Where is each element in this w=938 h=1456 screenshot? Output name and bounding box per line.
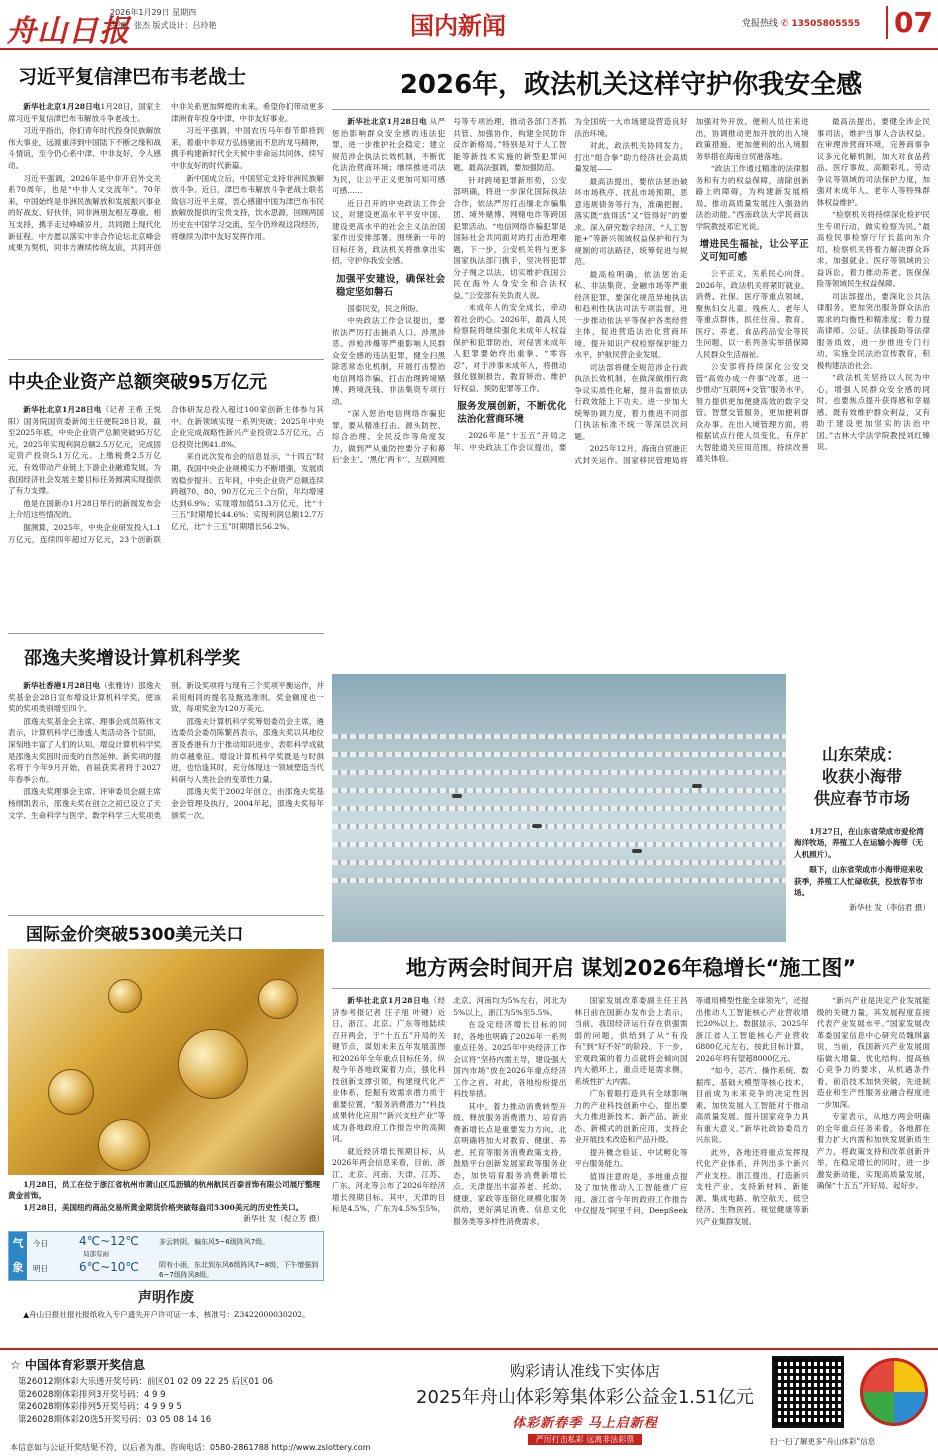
photo-caption	[8, 1179, 324, 1225]
article-paragraph: 值得注意的是，多地重点提及了加快推动人工智能推广应用。浙江省今年的政府工作报告中仅提及“阿里千问、DeepSeek等通用模型性能全球领先”，还提出推动人工智能核心产业营收增长20%以上。数据显示，2025年浙江省人工智能核心产业营收6800亿元左右，按此目标计算，2026年将有望超8000亿元。	[574, 996, 809, 1215]
kelp-title	[794, 744, 930, 810]
lottery-result: 第26012期体彩大乐透开奖号码：前区01 02 09 22 25 后区01 06	[18, 1377, 273, 1387]
lottery-slogan: 体彩新春季 马上启新程	[512, 1416, 658, 1431]
phone-icon: ✆	[780, 19, 789, 29]
article-paragraph: 习近平强调，中国农历马年春节即将到来，着重中非双方弘扬驰而不息的龙马精神，携手构建新时代全天候中非命运共同体，续写中非友好的时代新篇。	[171, 126, 324, 170]
photo-credit: 新华社 发（倪立芳 摄）	[243, 1214, 324, 1224]
lottery-result: 第26028期体彩排列5开奖号码：4 9 9 9 5	[18, 1402, 182, 1413]
today-wind: 多云转阴，偏东风5~6级阵风7级。	[159, 1237, 270, 1246]
qr-code-icon[interactable]	[772, 1356, 844, 1428]
gold-pendant-image	[98, 1119, 150, 1171]
kelp-farm-photo	[332, 674, 786, 942]
lottery-warning	[440, 1434, 730, 1445]
article-paragraph: 来自此次发布会的信息显示，“十四五”时期，我国中央企业规模实力不断增强，发展质效稳步提升。五年间，中央企业资产总额连续跨越70、80、90万亿元三个台阶，年均增速达到6.9%；实现增加值51.3万亿元，比“十三五”时期增长44.6%；实现利润总额12.7万亿元，比“十三五”时期增长56.2%。	[171, 452, 324, 531]
article-paragraph: 邵逸夫奖于2002年创立，由邵逸夫奖基金会管理及执行，2004年起，邵逸夫奖每年颁奖一次。	[171, 787, 324, 820]
article-paragraph: “新兴产业是决定产业发展能级的关键力量，其发展程度直接代表产业发展水平。”国家发展改革委国家信息中心研究员魏琪嘉说，当前，我国新兴产业发展面临做大增量、优化结构、提高核心竞争力的要求，从机遇条件看，前沿技术加快突破，先进制造业和生产性服务业融合程度进一步加深。	[816, 996, 930, 1109]
kelp-title-line: 收获小海带	[821, 767, 902, 786]
section-title: 国内新闻	[410, 12, 506, 40]
kelp-caption	[794, 674, 930, 913]
caption-line: 眼下，山东省荣成市小海带迎来收获季，养殖工人忙碌收获，投放春节市场。	[794, 865, 924, 898]
article-dateline: 新华社北京1月28日电	[23, 102, 101, 111]
article-paragraph: 司法部提出，要深化公共法律服务，更加突出服务群众法治需求的均衡性和精准度；着力提高律师、公证、法律援助等法律服务质效，进一步推进专门行动，实施全民法治宣传教育，积极构建法治社会。	[816, 291, 930, 370]
weather-box	[8, 1231, 324, 1281]
article-paragraph: 新中国成立后，中国坚定支持非洲民族解放斗争。近日，津巴布韦解放斗争老战士联名致信习近平主席，衷心感谢中国为津巴布韦民族解放提供的宝贵支持，饮水思源，回顾两国历史在中国学习交流、至今仍珍视这段经历，将继续为津中友好发挥作用。	[171, 173, 324, 241]
article-paragraph: 公平正义，关系民心向背。2026年，政法机关将紧盯就业、消费、社保、医疗等重点领域，聚焦妇女儿童、残疾人、老年人等重点群体，抓住住房、教育、医疗、养老、食品药品安全等民生问题，以一系列务实举措保障人民群众生活福祉。	[695, 269, 809, 359]
article-paragraph: 广东着眼打造具有全球影响力的产业科技创新中心，提出要大力推进新技术、新产品、新业态、新模式的创新应用，支持企业开展技术改造和产品升级。	[574, 1089, 688, 1144]
gold-pendant-image	[178, 1029, 248, 1099]
lottery-ad-line: 购彩请认准线下实体店	[509, 1362, 660, 1380]
subheading: 服务发展创新，不断优化法治化营商环境	[457, 401, 567, 425]
article-paragraph: “检察机关将持续深化检护民生专项行动，做实检察为民。”最高检民事检察厅厅长蓝向东介绍，检察机关将着力解决群众诉求，加强就业、医疗等领域的公益诉讼，着力推动养老、医保保险等领域民生权益保障。	[816, 210, 930, 288]
masthead: 舟山日报	[6, 14, 130, 49]
soe-article	[8, 364, 324, 634]
caption-line: 1月28日，员工在位于浙江省杭州市萧山区瓜沥镇的杭州航民百泰首饰有限公司展厅整理黄金首饰。	[8, 1180, 321, 1201]
article-paragraph: 2025年12月，海南自贸港正式封关运作。国家移民管理局将加强对外开放、便利人员往来进出，协调推动更加开放的出入境政策措施、更加便利的出入境服务举措在海南自贸港落地。	[574, 117, 809, 465]
boat-icon	[692, 784, 702, 788]
sports-lottery-logo-icon	[860, 1358, 928, 1426]
lottery-section	[0, 1348, 938, 1456]
today-condition: 局部有雨	[83, 1249, 109, 1258]
page-header	[0, 0, 938, 50]
article-title: 中央企业资产总额突破95万亿元	[8, 372, 268, 393]
article-paragraph: 国泰民安，民之所盼。	[347, 303, 424, 313]
gold-pendant-image	[48, 1069, 94, 1115]
article-body	[8, 680, 324, 822]
article-paragraph: 据测算，2025年，中央企业研发投入1.1万亿元，连续四年超过万亿元，23个创新联合体研发总投入超过100家创新主体参与其中。在新领域实现一系列突破；2025年中央企业完成战略性新兴产业投资2.5万亿元，占总投资比例41.8%。	[8, 405, 324, 544]
article-paragraph: 习近平指出，你们青年时代投身民族解放伟大事业，远渡重洋到中国陆下不断之缘和战斗情谊，至今仍心系中津、中非友好，令人感动。	[8, 126, 161, 170]
lottery-heading	[10, 1356, 145, 1373]
article-paragraph: 未成年人的安全成长，牵动着社会的心。2026年，最高人民检察院将继续强化未成年人权益保护和犯罪防治，对侵害未成年人犯罪要始终出重拳、“零容忍”，对于涉事未成年人，将推动强化强制报告、教育矫治、维护好权益、预防犯罪等工作。	[453, 303, 567, 393]
caption-line: 1月27日，在山东省荣成市爱伦湾海洋牧场，养殖工人在运输小海带（无人机照片）。	[794, 827, 924, 859]
gold-pendant-image	[258, 979, 298, 1019]
article-paragraph: 从严惩治影响群众安全感的违法犯罪，进一步推护社会稳定；建立规范涉企执法长效机制，不断优化法治营商环境；继续推进司法为民，让公平正义更加可知可感可感……	[332, 117, 446, 195]
hotline	[742, 16, 860, 29]
kelp-title-line: 山东荣成：	[821, 745, 902, 764]
article-paragraph: 提升概念验证、中试孵化等平台服务能力。	[574, 1147, 688, 1168]
article-body	[8, 404, 324, 545]
article-paragraph: （张雅诗）邵逸夫奖基金会28日宣布增设计算机科学奖，使该奖的奖项类别增至四个。	[8, 681, 161, 714]
article-title: 邵逸夫奖增设计算机科学奖	[24, 648, 240, 669]
article-paragraph: 邵逸夫计算机科学奖筹划委员会主席，遴选委员会委员陈繁昌表示，邵逸夫奖以其地位普及香港有力于推动知识进步、表彰科学成就的卓越象征。增设计算机科学奖既是与时俱进，也恰逢其时，充分体现这一领域塑造当代科研与人类社会的变革性力量。	[171, 716, 324, 784]
notice-body: ▲舟山日报社报社报纸收入专户遗失开户许可证一本，核准号：Z3422000030202。	[23, 1309, 310, 1319]
weather-label: 气象	[9, 1232, 27, 1280]
article-title: 国际金价突破5300美元关口	[26, 925, 244, 945]
article-paragraph: （经济参考报记者 汪子旭 叶键）近日，浙江、北京、广东等地陆续召开两会，于“十五五”开局的关键节点，谋划未来五年发展蓝图和2026年全年重点目标任务，纵观今年各地政策着力点，强化科技创新支撑引领，构建现代化产业体系，挖掘有效需求潜力质于重要位置，“服务消费潜力”“科技成果转化应用”“新兴支柱产业”等成为各地政府工作报告中的高频词。	[332, 996, 446, 1143]
hotline-number: 13505805555	[791, 19, 861, 29]
article-paragraph: 就近经济增长预期目标，从2026年两会信息来看，目前，浙江、北京、河南、天津、江苏、广东、河北等公布了2026年经济增长预期目标。其中，天津的目标是4.5%，广东为4.5%至5%，北京、河南均为5%左右，河北为5%以上，浙江为5%至5.5%。	[332, 996, 567, 1213]
qr-caption: 扫一扫了解更多“舟山体彩”信息	[770, 1437, 876, 1446]
article-paragraph: 其中，着力推动消费转型升级、释放服务消费潜力、培育消费新增长点是重要发力方向。北京明确将加大对教育、健康、养老、托育等服务消费政策支持，鼓励平台创新发展家政等服务业态，加快培育服务消费新增长点。天津提出丰富养老、托幼、健康、家政等连锁化规模化服务供给，更好满足消费、信息文化服务类等多样性消费需求。	[453, 1101, 567, 1226]
article-paragraph: 此外，各地还将重点发挥现代化产业体系，并列出多个新兴产业支柱。浙江提出，打造新兴支柱产业，支持新材料、新能源、集成电路、航空航天、低空经济、生物医药、视觉健康等新兴产业集群发展。	[695, 1147, 809, 1226]
kelp-row	[332, 806, 786, 811]
article-dateline: 新华社北京1月28日电	[23, 405, 102, 414]
article-paragraph: “如今，芯片、操作系统、数据库、基础大模型等核心技术，目前成为未来竞争的决定性因素。加快发展人工智能对于推动高质量发展、提升国家竞争力具有重大意义。”新华社政协委员方兴东说。	[695, 1066, 809, 1144]
kelp-row	[332, 788, 786, 793]
boat-icon	[632, 849, 642, 853]
boat-icon	[532, 824, 542, 828]
article-paragraph: “政法机关坚持以人民为中心，增强人民群众安全感的同时，也要焦点提升获得感和幸福感。既有效维护群众利益，又有助于建设更加坚实的法治中国。”吉林大学法学院教授刘红臻说。	[816, 373, 930, 451]
article-paragraph: 习近平强调，2026年是中非开启外交关系70周年，也是“中非人文交流年”。70年来，中国始终是非洲民族解放和发展振兴事业的好战友、好伙伴，同非洲朋友相互尊重、相互支持，携手走过峥嵘岁月，共同踏上现代化新征程。中方愿以落实中非合作论坛北京峰会成果为契机，同非方赓续传统友谊，共同开创中非关系更加辉煌的未来。希望你们带动更多津洲青年投身中津、中非友好事业。	[8, 102, 324, 253]
article-paragraph: 邵逸夫奖理事会主席、评审委员会副主席杨纲凯表示，邵逸夫奖在创立之初已设立了天文学、生命科学与医学、数学科学三大奖项类别。新设奖项将与现有三个奖项平衡运作，并采用相同的提名及甄选准则。奖金额度也一致，每项奖金为120万美元。	[8, 681, 324, 820]
article-dateline: 新华社北京1月28日电	[347, 117, 427, 126]
notice-title: 声明作废	[138, 1289, 194, 1306]
article-dateline: 新华社北京1月28日电	[347, 996, 430, 1005]
lottery-footer: 本信息如与公证开奖结果不符，以后者为准。咨询电话：0580-2861788 http://www.zslottery.com	[10, 1443, 371, 1452]
editors-line: 责编：张杰 版式设计：吕玲艳	[110, 21, 217, 30]
article-paragraph: 对此，政法机关协同发力，打出“组合拳”助力经济社会高质量发展——	[574, 141, 688, 173]
header-meta	[110, 6, 217, 32]
subheading: 加强平安建设，确保社会稳定坚如磐石	[336, 273, 446, 298]
caption-line: 1月28日，美国纽约商品交易所黄金期货价格突破每盎司5300美元的历史性关口。	[23, 1202, 304, 1212]
article-paragraph: 最高法提出，要依法惩治破坏市场秩序、扰乱市场预期、恶意违规债务等行为，准确把握、落实既“放得活”又“管得好”的要求。深入研究数字经济、“人工智能+”等新兴领域权益保护和行为规制的司法路径，统筹促进与规范。	[574, 176, 688, 266]
lottery-ad-line: 2025年舟山体彩筹集体彩公益金1.51亿元	[416, 1387, 754, 1408]
article-paragraph: 公安部将持续深化公安交管“高效办成一件事”改革，进一步推动“互联网+交管”服务水平，努力提供更加便捷高效的数字交管、智慧交管服务，更加便利群众办事。在出入境管理方面，将根据试点行使人员变化，有序扩大智能通关应用范围，持续改善通关体验。	[695, 362, 809, 463]
kelp-row	[332, 842, 786, 847]
shaw-article	[8, 638, 324, 916]
lottery-warning-text: 严厉打击私彩 远离非法彩票	[528, 1434, 643, 1445]
gold-pendant-image	[108, 979, 142, 1013]
right-column	[332, 60, 930, 1437]
kelp-title-line: 供应春节市场	[813, 789, 910, 808]
gold-article	[8, 920, 324, 1225]
kelp-row	[332, 734, 786, 739]
today-label: 今日	[33, 1238, 48, 1248]
article-body	[8, 101, 324, 254]
article-paragraph: 邵逸夫奖基金会主席、理事会成员陈伟文表示，计算机科学已渗透人类活动各个层面，深刻地丰富了人们的认知。增设计算机科学奖是邵逸夫奖因时而变的自然延伸。新奖项的提名将于今年9月开始，首届获奖者将于2027年春季公布。	[8, 716, 161, 784]
kelp-row	[332, 752, 786, 757]
article-paragraph: “深入惩治电信网络诈骗犯罪，要从精准打击、源头防控、综合治理、全民反诈等角度发力，做到严从重防控要分子和幕后‘金主’、‘黑化’两卡‘’、互联网账号等专项治理，推动各部门齐抓共管、加强协作，构建全民防诈反诈新格局。”特别是对于人工智能等新技术实施的新型犯罪问题，最高法强调，要加强防范。	[332, 117, 567, 464]
kelp-row	[332, 824, 786, 829]
article-paragraph: 国家发展改革委副主任王昌林日前在国新办发布会上表示，当前，我国经济运行存在供强需弱的问题，供给到了从“有没有”到“好不好”的阶段。下一步，宏观政策的着力点就将会倾向国内大循环上，重点还是需求侧，系统性扩大内需。	[574, 996, 688, 1086]
star-icon: ☆	[10, 1358, 21, 1372]
date-line: 2026年1月29日 星期四	[110, 8, 197, 17]
tomorrow-label: 明日	[33, 1263, 48, 1273]
today-temp: 4℃~12℃	[79, 1233, 139, 1248]
left-column	[8, 60, 324, 1320]
kelp-row	[332, 770, 786, 775]
article-paragraph: 1月28日，国家主席习近平复信津巴布韦解放斗争老战士。	[8, 102, 161, 123]
subheading: 增进民生福祉，让公平正义可知可感	[699, 239, 809, 263]
article-paragraph: （记者 王希 王悦阳）国务院国资委新闻主任便院28日说，截至2025年底，中央企业资产总额突破95万亿元，2025年实现利润总额2.5万亿元，完成固定资产投资5.1万亿元。上缴税费2.5万亿元，有效带动产业链上下游企业融通发展，为我国经济社会发展主要目标任务圆满实现提供了有力支撑。	[8, 405, 161, 496]
lead-article-body	[332, 116, 930, 668]
article-paragraph: “政法工作通过精准的法律服务和有力的权益保障，清除创新路上的障碍，为构建新发展格局、推动高质量发展注入强劲的法治动能。”西南政法大学民商法学院教授邓宏光说。	[695, 164, 809, 231]
kelp-photo-row	[332, 674, 930, 942]
page-number: 07	[886, 6, 934, 39]
kelp-row	[332, 878, 786, 883]
article-paragraph: 中央政法工作会议提出，要依法严厉打击捕杀人口、涉黑涉恶、涉枪涉爆等严重影响人民群众安全感的违法犯罪，健全扫黑除恶常态化机制，开展打击整治电信网络诈骗、打击治理跨境赌博、跨境洗钱、非法集资专项行动。	[332, 316, 446, 406]
article-paragraph: 司法部将健全规范涉企行政执法长效机制，在做深做细行政争议实质性化解，提升监督依法行政效能上下功夫。进一步加大统筹协调力度，着力推进不同部门执法标准不统一等深层次问题。	[574, 362, 688, 441]
article-paragraph: 最高检明确，依法惩治走私、非法集资、金融市场等严重经济犯罪，要深化规范异地执法和趋利性执法司法专项监督，进一步推动依法平等保护各类经营主体，促进营造法治化营商环境。提升知识产权检察保护能力水平，护航民营企业发展。	[574, 269, 688, 359]
lottery-result: 第26028期体彩20选5开奖号码：03 05 08 14 16	[18, 1414, 212, 1425]
article-title: 习近平复信津巴布韦老战士	[18, 66, 247, 88]
xi-article	[8, 60, 324, 360]
tomorrow-wind: 阴有小雨，东北到东风6级阵风7~8级，下午增强到6~7级阵风8级。	[159, 1260, 319, 1279]
gold-jewelry-photo	[8, 949, 324, 1175]
boat-icon	[452, 794, 462, 798]
article-paragraph: 针对跨境犯罪新形势，公安部明确，将进一步深化国际执法合作，依法严厉打击缅北诈骗集团、境外赌博、网赌电诈等跨国犯罪活动。“电信网络诈骗犯罪是国际社会共同面对的打击治理难题，下一步，公安机关将与更多国家执法部门携手，坚决将犯罪分子绳之以法，切实维护我国公民在海外人身安全和合法权益。”公安部有关负责人说。	[453, 175, 567, 300]
article-paragraph: 近日召开的中央政法工作会议，对建设更高水平平安中国、建设更高水平的社会主义法治国家作出安排部署。围绕新一年的目标任务，政法机关将推拿出实招，守护你我安全感。	[332, 198, 446, 265]
tomorrow-temp: 6℃~10℃	[79, 1259, 139, 1274]
photo-credit: 新华社 发（李信君 摄）	[849, 903, 930, 913]
article-paragraph: 在设定经济增长目标的同时，各地也明确了2026年一系列重点任务。2025年中央经济工作会议将“坚持内需主导，建设强大国内市场”放在2026年重点经济工作之首。对此，各地纷纷提出科技举措。	[453, 1020, 567, 1098]
second-article-title: 地方两会时间开启 谋划2026年稳增长“施工图”	[332, 952, 930, 989]
lottery-results	[18, 1376, 273, 1426]
article-paragraph: 最高法提出，要健全涉企民事司法，维护当事人合法权益。在审理涉营商环境，完善商事争议多元化解机制，加大对食品药品、医疗事故、高额彩礼、劳动争议等领域的司法保护力度，加强对未成年人、老年人等特殊群体权益维护。	[816, 117, 930, 207]
kelp-row	[332, 860, 786, 865]
article-paragraph: 专家表示，从地方两会明确的全年重点任务来看，各地都在着力扩大内需和加快发展新质生产力，将政策支持和改革创新并举，在稳定增长的同时，进一步激发新动能，实现高质量发展，确保“十五五”开好局、起好步。	[816, 1112, 930, 1190]
article-paragraph: 他是在国新办1月28日举行的新闻发布会上介绍这些情况的。	[8, 498, 161, 520]
lead-article-title: 2026年，政法机关这样守护你我安全感	[332, 60, 930, 110]
article-paragraph: 2026年是“十五五”开局之年。中央政法工作会议提出，要为全国统一大市场建设营造良好法治环境。	[453, 117, 688, 452]
article-dateline: 新华社香港1月28日电	[23, 681, 101, 690]
notice	[8, 1287, 324, 1320]
lottery-result: 第26028期体彩排列3开奖号码：4 9 9	[18, 1389, 166, 1400]
lottery-heading-text: 中国体育彩票开奖信息	[24, 1358, 145, 1372]
hotline-label: 党报热线	[742, 19, 779, 29]
